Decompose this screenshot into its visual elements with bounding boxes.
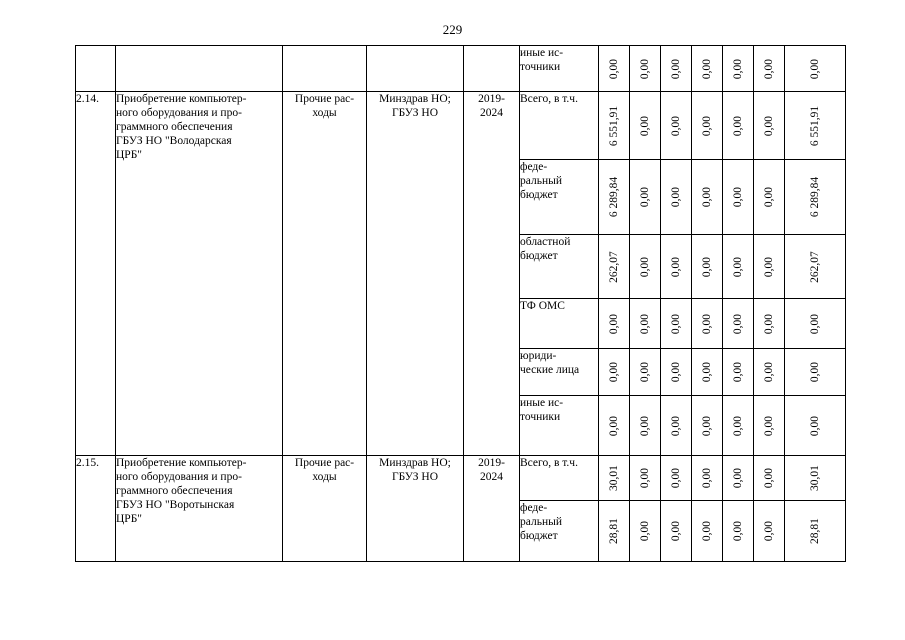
value-text: 262,07: [809, 250, 821, 283]
value-cell: [785, 501, 846, 562]
value-cell: [630, 501, 661, 562]
item-name-cell: [116, 46, 283, 92]
item-number-cell: 2.15.: [76, 456, 116, 562]
expense-type-cell: Прочие рас- ходы: [283, 92, 367, 456]
value-text: 0,00: [670, 115, 682, 136]
funding-source-cell: ТФ ОМС: [520, 299, 599, 349]
value-cell: [599, 456, 630, 501]
value-text: 0,00: [701, 467, 713, 489]
value-text: 262,07: [608, 250, 620, 283]
value-cell: [723, 235, 754, 299]
value-text: 0,00: [701, 186, 713, 208]
value-text: 6 289,84: [809, 176, 821, 218]
value-cell: [754, 160, 785, 235]
executor-cell: Минздрав НО; ГБУЗ НО: [367, 456, 464, 562]
value-text: 0,00: [639, 256, 651, 277]
value-cell: [785, 235, 846, 299]
value-text: 0,00: [732, 186, 744, 208]
value-cell: [723, 92, 754, 160]
funding-source-cell: юриди- ческие лица: [520, 349, 599, 396]
value-text: 0,00: [809, 58, 821, 79]
value-text: 0,00: [639, 415, 651, 436]
value-text: 0,00: [701, 115, 713, 136]
funding-source-cell: феде- ральный бюджет: [520, 501, 599, 562]
value-text: 0,00: [763, 186, 775, 208]
value-text: 0,00: [732, 520, 744, 542]
value-cell: [723, 456, 754, 501]
value-text: 0,00: [608, 58, 620, 79]
value-cell: [692, 456, 723, 501]
value-cell: [661, 396, 692, 456]
executor-cell: Минздрав НО; ГБУЗ НО: [367, 92, 464, 456]
value-text: 0,00: [639, 58, 651, 79]
value-cell: [723, 160, 754, 235]
value-text: 0,00: [763, 467, 775, 489]
value-cell: [630, 299, 661, 349]
value-cell: [692, 235, 723, 299]
value-text: 0,00: [670, 415, 682, 436]
page-number: 229: [442, 22, 463, 37]
value-text: 0,00: [809, 415, 821, 436]
value-cell: [630, 396, 661, 456]
value-cell: [661, 160, 692, 235]
value-text: 0,00: [639, 361, 651, 383]
table-row: [76, 92, 846, 160]
value-cell: [754, 501, 785, 562]
value-text: 0,00: [763, 58, 775, 79]
value-cell: [785, 299, 846, 349]
value-text: 0,00: [639, 115, 651, 136]
period-cell: 2019- 2024: [464, 92, 520, 456]
value-text: 0,00: [608, 313, 620, 334]
value-text: 0,00: [763, 520, 775, 542]
value-text: 0,00: [732, 58, 744, 79]
value-text: 6 551,91: [809, 105, 821, 146]
value-text: 0,00: [670, 186, 682, 208]
value-text: 0,00: [701, 256, 713, 277]
value-cell: [630, 92, 661, 160]
value-text: 0,00: [670, 361, 682, 383]
value-text: 0,00: [763, 115, 775, 136]
value-cell: [692, 92, 723, 160]
value-cell: [661, 501, 692, 562]
value-cell: [599, 92, 630, 160]
value-cell: [599, 46, 630, 92]
value-cell: [754, 349, 785, 396]
funding-source-cell: иные ис- точники: [520, 46, 599, 92]
item-name-cell: Приобретение компьютер- ного оборудования и про- граммного обеспечения ГБУЗ НО "Володарская ЦРБ": [116, 92, 283, 456]
value-text: 0,00: [763, 313, 775, 334]
financing-table: [75, 45, 846, 562]
value-text: 0,00: [701, 313, 713, 334]
value-cell: [692, 349, 723, 396]
value-cell: [723, 501, 754, 562]
value-text: 30,01: [809, 465, 821, 491]
value-text: 0,00: [763, 361, 775, 383]
funding-source-cell: Всего, в т.ч.: [520, 92, 599, 160]
value-text: 0,00: [701, 361, 713, 383]
table-row: [76, 46, 846, 92]
value-cell: [692, 299, 723, 349]
period-cell: [464, 46, 520, 92]
value-cell: [723, 299, 754, 349]
value-cell: [661, 349, 692, 396]
value-text: 0,00: [639, 520, 651, 542]
value-text: 0,00: [701, 415, 713, 436]
value-text: 0,00: [732, 415, 744, 436]
period-cell: 2019- 2024: [464, 456, 520, 562]
value-text: 0,00: [763, 415, 775, 436]
value-cell: [785, 349, 846, 396]
value-cell: [785, 396, 846, 456]
value-text: 0,00: [670, 520, 682, 542]
value-text: 0,00: [732, 115, 744, 136]
funding-source-cell: иные ис- точники: [520, 396, 599, 456]
value-cell: [661, 456, 692, 501]
value-cell: [785, 46, 846, 92]
item-number-cell: [76, 46, 116, 92]
value-cell: [599, 349, 630, 396]
value-cell: [785, 92, 846, 160]
value-cell: [661, 46, 692, 92]
value-cell: [754, 456, 785, 501]
value-cell: [692, 501, 723, 562]
value-cell: [630, 456, 661, 501]
value-text: 0,00: [732, 361, 744, 383]
item-name-cell: Приобретение компьютер- ного оборудования и про- граммного обеспечения ГБУЗ НО "Воротынская ЦРБ": [116, 456, 283, 562]
expense-type-cell: Прочие рас- ходы: [283, 456, 367, 562]
value-text: 28,81: [809, 518, 821, 544]
value-cell: [630, 160, 661, 235]
item-number-cell: 2.14.: [76, 92, 116, 456]
value-cell: [723, 46, 754, 92]
value-cell: [754, 396, 785, 456]
value-text: 0,00: [639, 313, 651, 334]
value-cell: [692, 160, 723, 235]
table-row: [76, 456, 846, 501]
value-cell: [754, 235, 785, 299]
value-cell: [599, 160, 630, 235]
value-text: 0,00: [608, 361, 620, 383]
value-text: 0,00: [639, 467, 651, 489]
value-text: 0,00: [701, 520, 713, 542]
value-cell: [661, 235, 692, 299]
value-text: 0,00: [732, 467, 744, 489]
value-cell: [723, 349, 754, 396]
value-text: 0,00: [608, 415, 620, 436]
value-text: 0,00: [763, 256, 775, 277]
value-cell: [723, 396, 754, 456]
value-text: 0,00: [732, 313, 744, 334]
value-text: 0,00: [670, 58, 682, 79]
value-text: 0,00: [639, 186, 651, 208]
value-cell: [630, 46, 661, 92]
value-text: 0,00: [670, 256, 682, 277]
value-cell: [599, 501, 630, 562]
value-cell: [754, 299, 785, 349]
value-cell: [630, 349, 661, 396]
funding-source-cell: Всего, в т.ч.: [520, 456, 599, 501]
value-cell: [599, 235, 630, 299]
value-cell: [599, 396, 630, 456]
value-text: 0,00: [809, 313, 821, 334]
value-text: 0,00: [701, 58, 713, 79]
value-text: 6 551,91: [608, 105, 620, 146]
value-text: 6 289,84: [608, 176, 620, 218]
value-text: 0,00: [670, 313, 682, 334]
value-cell: [692, 396, 723, 456]
value-cell: [785, 160, 846, 235]
value-cell: [754, 46, 785, 92]
value-cell: [754, 92, 785, 160]
funding-source-cell: феде- ральный бюджет: [520, 160, 599, 235]
value-cell: [599, 299, 630, 349]
value-cell: [661, 92, 692, 160]
expense-type-cell: [283, 46, 367, 92]
value-cell: [692, 46, 723, 92]
value-cell: [785, 456, 846, 501]
value-cell: [661, 299, 692, 349]
funding-source-cell: областной бюджет: [520, 235, 599, 299]
value-text: 0,00: [732, 256, 744, 277]
executor-cell: [367, 46, 464, 92]
value-text: 0,00: [809, 361, 821, 383]
value-cell: [630, 235, 661, 299]
value-text: 30,01: [608, 465, 620, 491]
value-text: 0,00: [670, 467, 682, 489]
value-text: 28,81: [608, 518, 620, 544]
